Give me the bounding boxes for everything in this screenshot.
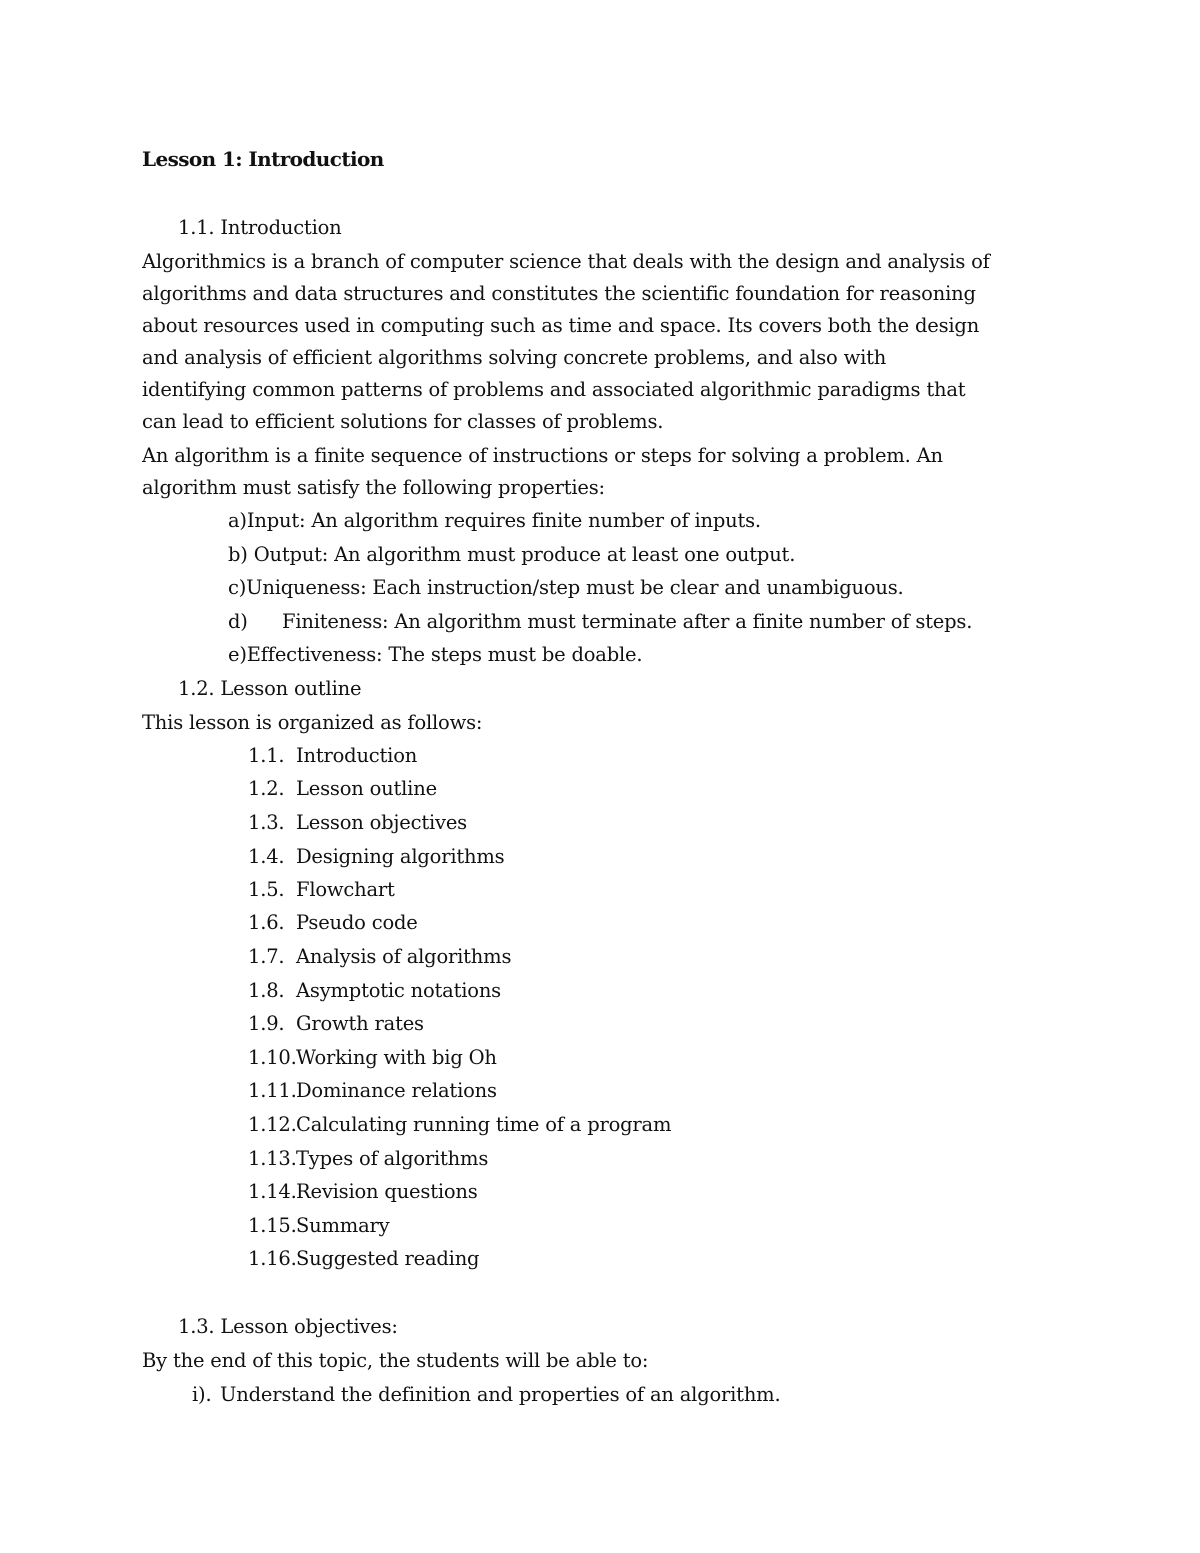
property-text: Effectiveness: The steps must be doable.	[246, 643, 643, 666]
section-heading-1-1: 1.1. Introduction	[178, 216, 342, 239]
outline-item	[248, 1111, 671, 1139]
objectives-intro: By the end of this topic, the students will be able to:	[142, 1349, 649, 1372]
paragraph-line: Algorithmics is a branch of computer science that deals with the design and analysis of	[142, 250, 990, 273]
paragraph-line: algorithms and data structures and constitutes the scientific foundation for reasoning	[142, 282, 976, 305]
property-marker: d)	[228, 610, 248, 633]
outline-item	[248, 876, 395, 904]
property-item-input	[228, 507, 761, 535]
outline-number: 1.15.	[248, 1214, 297, 1237]
outline-number: 1.5.	[248, 878, 285, 901]
property-text: Uniqueness: Each instruction/step must be clear and unambiguous.	[246, 576, 904, 599]
outline-label: Calculating running time of a program	[296, 1113, 672, 1136]
outline-item	[248, 742, 417, 770]
outline-intro: This lesson is organized as follows:	[142, 711, 483, 734]
outline-item	[248, 775, 437, 803]
property-marker: b)	[228, 543, 254, 566]
paragraph-line: and analysis of efficient algorithms solving concrete problems, and also with	[142, 346, 887, 369]
outline-label: Asymptotic notations	[296, 979, 501, 1002]
outline-number: 1.1.	[248, 744, 285, 767]
outline-number: 1.6.	[248, 911, 285, 934]
objective-text: Understand the definition and properties of an algorithm.	[220, 1383, 781, 1406]
outline-number: 1.2.	[248, 777, 285, 800]
section-heading-1-2: 1.2. Lesson outline	[178, 677, 362, 700]
outline-number: 1.3.	[248, 811, 285, 834]
lesson-title: Lesson 1: Introduction	[142, 147, 384, 171]
outline-label: Pseudo code	[296, 911, 418, 934]
outline-label: Lesson objectives	[296, 811, 467, 834]
outline-label: Lesson outline	[296, 777, 437, 800]
outline-item	[248, 1245, 479, 1273]
property-text: Output: An algorithm must produce at least one output.	[253, 543, 796, 566]
outline-label: Types of algorithms	[296, 1147, 489, 1170]
outline-label: Designing algorithms	[296, 845, 505, 868]
outline-item	[248, 809, 467, 837]
outline-number: 1.9.	[248, 1012, 285, 1035]
paragraph-line: An algorithm is a finite sequence of instructions or steps for solving a problem. An	[142, 444, 943, 467]
outline-item	[248, 977, 501, 1005]
outline-item	[248, 1212, 389, 1240]
outline-label: Revision questions	[296, 1180, 478, 1203]
outline-item	[248, 1010, 424, 1038]
paragraph-line: identifying common patterns of problems and associated algorithmic paradigms that	[142, 378, 966, 401]
outline-number: 1.11.	[248, 1079, 297, 1102]
outline-label: Suggested reading	[296, 1247, 480, 1270]
outline-label: Growth rates	[296, 1012, 424, 1035]
outline-label: Introduction	[296, 744, 418, 767]
objective-marker: i).	[192, 1383, 212, 1406]
outline-item	[248, 1145, 488, 1173]
outline-label: Analysis of algorithms	[296, 945, 512, 968]
section-heading-1-3: 1.3. Lesson objectives:	[178, 1315, 398, 1338]
property-marker: c)	[228, 576, 247, 599]
property-text: Finiteness: An algorithm must terminate after a finite number of steps.	[282, 610, 973, 633]
property-marker: e)	[228, 643, 247, 666]
outline-item	[248, 843, 504, 871]
outline-label: Summary	[296, 1214, 390, 1237]
outline-number: 1.7.	[248, 945, 285, 968]
outline-item	[248, 909, 418, 937]
outline-number: 1.8.	[248, 979, 285, 1002]
outline-number: 1.10.	[248, 1046, 297, 1069]
property-item-uniqueness	[228, 574, 904, 602]
property-marker: a)	[228, 509, 247, 532]
outline-number: 1.12.	[248, 1113, 297, 1136]
objective-item	[192, 1381, 780, 1409]
paragraph-line: algorithm must satisfy the following properties:	[142, 476, 605, 499]
outline-item	[248, 1077, 497, 1105]
outline-item	[248, 1178, 478, 1206]
outline-label: Flowchart	[296, 878, 395, 901]
property-text: Input: An algorithm requires finite number of inputs.	[246, 509, 761, 532]
outline-number: 1.13.	[248, 1147, 297, 1170]
paragraph-line: can lead to efficient solutions for classes of problems.	[142, 410, 664, 433]
outline-number: 1.14.	[248, 1180, 297, 1203]
property-item-effectiveness	[228, 641, 642, 669]
property-item-finiteness	[228, 608, 972, 636]
property-item-output	[228, 541, 795, 569]
outline-item	[248, 943, 511, 971]
outline-number: 1.16.	[248, 1247, 297, 1270]
outline-number: 1.4.	[248, 845, 285, 868]
outline-label: Working with big Oh	[296, 1046, 497, 1069]
outline-item	[248, 1044, 497, 1072]
paragraph-line: about resources used in computing such as time and space. Its covers both the design	[142, 314, 980, 337]
outline-label: Dominance relations	[296, 1079, 497, 1102]
